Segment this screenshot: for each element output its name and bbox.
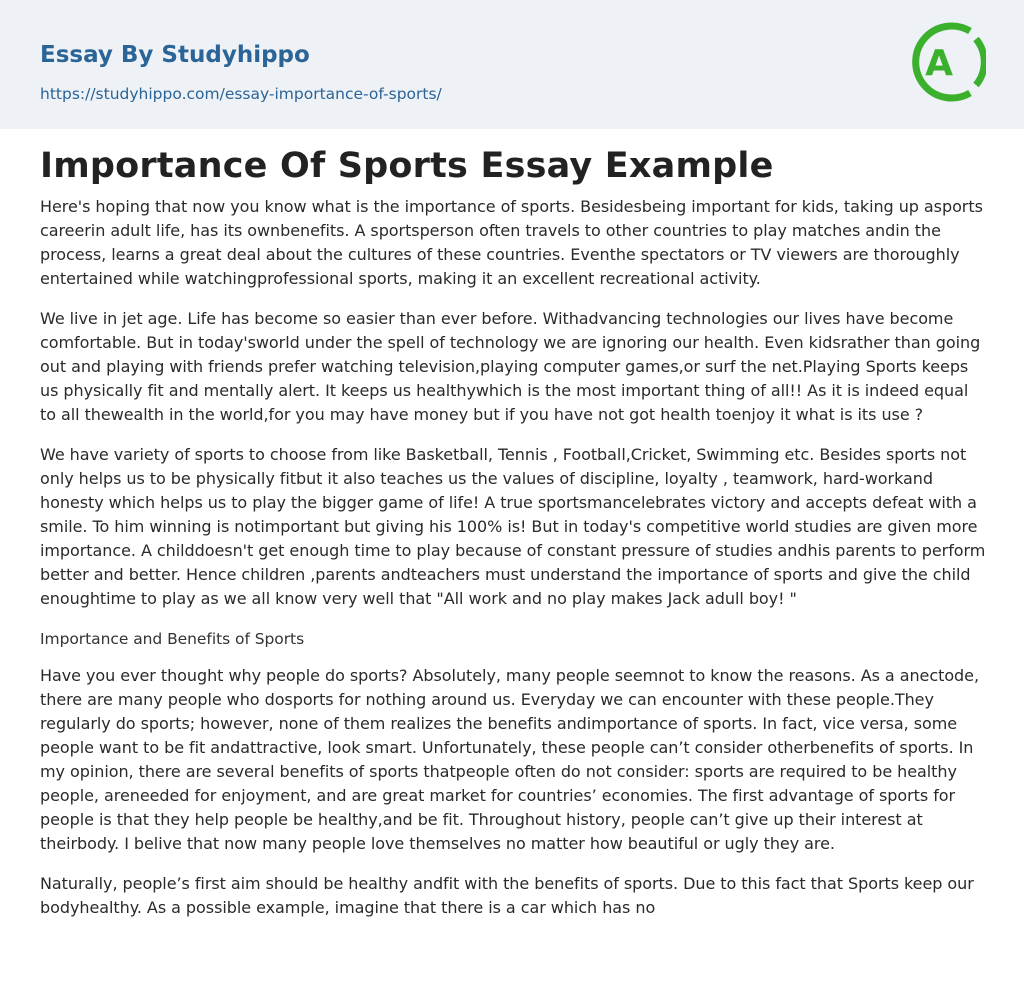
site-brand[interactable]: Essay By Studyhippo <box>40 42 310 68</box>
essay-paragraph: Have you ever thought why people do sports? Absolutely, many people seemnot to know the reasons. As a anectode, there are many people who dosports for nothing around us. Everyday we can encounter with these people.They regularly do sports; however, none of them realizes the benefits andimportance of sports. In fact, vice versa, some people want to be fit andattractive, look smart. Unfortunately, these people can’t consider otherbenefits of sports. In my opinion, there are several benefits of sports thatpeople often do not consider: sports are required to be healthy people, areneeded for enjoyment, and are great market for countries’ economies. The first advantage of sports for people is that they help people be healthy,and be fit. Throughout history, people can’t give up their interest at theirbody. I belive that now many people love themselves no matter how beautiful or ugly they are. <box>40 666 979 853</box>
essay-paragraph: We have variety of sports to choose from like Basketball, Tennis , Football,Cricket, Swimming etc. Besides sports not only helps us to be physically fitbut it also teaches us the values of discipline, loyalty , teamwork, hard-workand honesty which helps us to play the bigger game of life! A true sportsmancelebrates victory and accepts defeat with a smile. To him winning is notimportant but giving his 100% is! But in today's competitive world studies are given more importance. A childdoesn't get enough time to play because of constant pressure of studies andhis parents to perform better and better. Hence children ,parents andteachers must understand the importance of sports and give the child enoughtime to play as we all know very well that "All work and no play makes Jack adull boy! " <box>40 445 986 608</box>
section-subheading: Importance and Benefits of Sports <box>40 630 305 648</box>
essay-paragraph: Here's hoping that now you know what is the importance of sports. Besidesbeing important for kids, taking up asports careerin adult life, has its ownbenefits. A sportsperson often travels to other countries to play matches andin the process, learns a great deal about the cultures of these countries. Eventhe spectators or TV viewers are thoroughly entertained while watchingprofessional sports, making it an excellent recreational activity. <box>40 197 983 288</box>
essay-paragraph: We live in jet age. Life has become so easier than ever before. Withadvancing technologies our lives have become comfortable. But in today'sworld under the spell of technology we are ignoring our health. Even kidsrather than going out and playing with friends prefer watching television,playing computer games,or surf the net.Playing Sports keeps us physically fit and mentally alert. It keeps us healthywhich is the most important thing of all!! As it is indeed equal to all thewealth in the world,for you may have money but if you have not got health toenjoy it what is its use ? <box>40 309 981 424</box>
essay-url-link[interactable]: https://studyhippo.com/essay-importance-of-sports/ <box>40 85 442 103</box>
essay-paragraph: Naturally, people’s first aim should be healthy andfit with the benefits of sports. Due to this fact that Sports keep our bodyhealthy. As a possible example, imagine that there is a car which has no <box>40 874 974 917</box>
logo-letter: A <box>925 43 953 84</box>
page-title: Importance Of Sports Essay Example <box>40 146 774 186</box>
essay-body <box>40 195 986 936</box>
studyhippo-logo-icon[interactable] <box>912 19 986 105</box>
